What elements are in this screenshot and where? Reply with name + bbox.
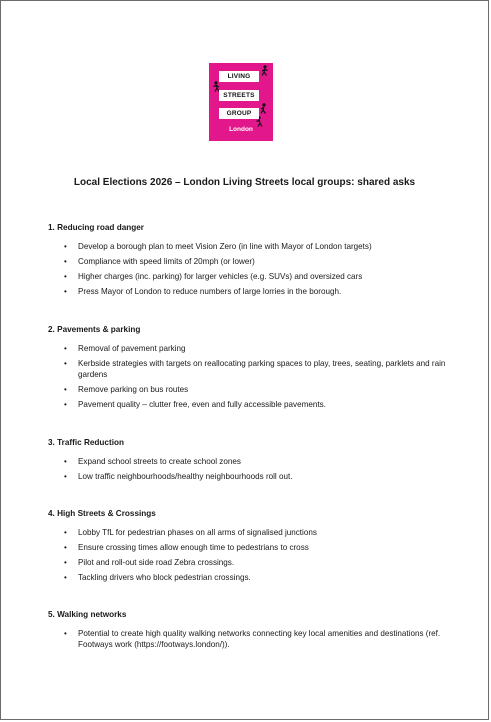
list-item	[48, 286, 448, 297]
section-pavements-parking	[48, 325, 448, 414]
bullet-icon: •	[64, 344, 67, 353]
list-item-text: Remove parking on bus routes	[78, 385, 189, 394]
list-item-text: Kerbside strategies with targets on reallocating parking spaces to play, trees, seating, parklets and rain gardens	[78, 359, 446, 379]
bullet-icon: •	[64, 287, 67, 296]
bullet-icon: •	[64, 359, 67, 368]
list-item	[48, 572, 448, 583]
list-item-text: Tackling drivers who block pedestrian crossings.	[78, 573, 251, 582]
bullet-list	[48, 527, 448, 583]
list-item	[48, 399, 448, 410]
list-item	[48, 343, 448, 354]
bullet-icon: •	[64, 629, 67, 638]
bullet-list	[48, 343, 448, 410]
bullet-icon: •	[64, 400, 67, 409]
list-item-text: Pilot and roll-out side road Zebra crossings.	[78, 558, 235, 567]
walker-icon	[259, 103, 268, 114]
list-item-text: Ensure crossing times allow enough time to pedestrians to cross	[78, 543, 309, 552]
list-item	[48, 527, 448, 538]
list-item-text: Pavement quality – clutter free, even and fully accessible pavements.	[78, 400, 326, 409]
document-title: Local Elections 2026 – London Living Streets local groups: shared asks	[73, 177, 416, 188]
bullet-icon: •	[64, 472, 67, 481]
bullet-icon: •	[64, 528, 67, 537]
bullet-list	[48, 628, 448, 650]
list-item-text: Develop a borough plan to meet Vision Zero (in line with Mayor of London targets)	[78, 242, 372, 251]
bullet-icon: •	[64, 272, 67, 281]
walker-icon	[260, 65, 269, 76]
bullet-icon: •	[64, 558, 67, 567]
list-item-text: Removal of pavement parking	[78, 344, 186, 353]
bullet-icon: •	[64, 543, 67, 552]
list-item	[48, 384, 448, 395]
list-item	[48, 456, 448, 467]
bullet-list	[48, 241, 448, 297]
bullet-icon: •	[64, 257, 67, 266]
list-item	[48, 542, 448, 553]
list-item-text: Lobby TfL for pedestrian phases on all arms of signalised junctions	[78, 528, 317, 537]
section-heading: 2. Pavements & parking	[48, 325, 141, 334]
list-item-text: Low traffic neighbourhoods/healthy neighbourhoods roll out.	[78, 472, 293, 481]
logo-line-living: LIVING	[219, 71, 259, 82]
bullet-icon: •	[64, 573, 67, 582]
list-item	[48, 358, 448, 380]
bullet-icon: •	[64, 242, 67, 251]
list-item	[48, 628, 448, 650]
section-walking-networks	[48, 610, 448, 654]
section-heading: 3. Traffic Reduction	[48, 438, 124, 447]
logo-subtitle: London	[229, 126, 253, 133]
section-reducing-road-danger	[48, 223, 448, 301]
section-heading: 5. Walking networks	[48, 610, 127, 619]
list-item	[48, 471, 448, 482]
living-streets-logo	[209, 63, 273, 141]
section-heading: 4. High Streets & Crossings	[48, 509, 156, 518]
bullet-icon: •	[64, 457, 67, 466]
list-item-text: Press Mayor of London to reduce numbers of large lorries in the borough.	[78, 287, 342, 296]
bullet-icon: •	[64, 385, 67, 394]
bullet-list	[48, 456, 448, 482]
list-item-text: Compliance with speed limits of 20mph (or lower)	[78, 257, 255, 266]
section-heading: 1. Reducing road danger	[48, 223, 144, 232]
logo-line-streets: STREETS	[219, 90, 259, 101]
list-item-text: Potential to create high quality walking networks connecting key local amenities and destinations (ref. Footways work (https://footways.london/)).	[78, 629, 441, 649]
list-item	[48, 256, 448, 267]
list-item	[48, 557, 448, 568]
logo-line-group: GROUP	[219, 108, 259, 119]
section-high-streets-crossings	[48, 509, 448, 587]
list-item-text: Higher charges (inc. parking) for larger vehicles (e.g. SUVs) and oversized cars	[78, 272, 363, 281]
list-item-text: Expand school streets to create school zones	[78, 457, 241, 466]
section-traffic-reduction	[48, 438, 448, 486]
list-item	[48, 271, 448, 282]
list-item	[48, 241, 448, 252]
